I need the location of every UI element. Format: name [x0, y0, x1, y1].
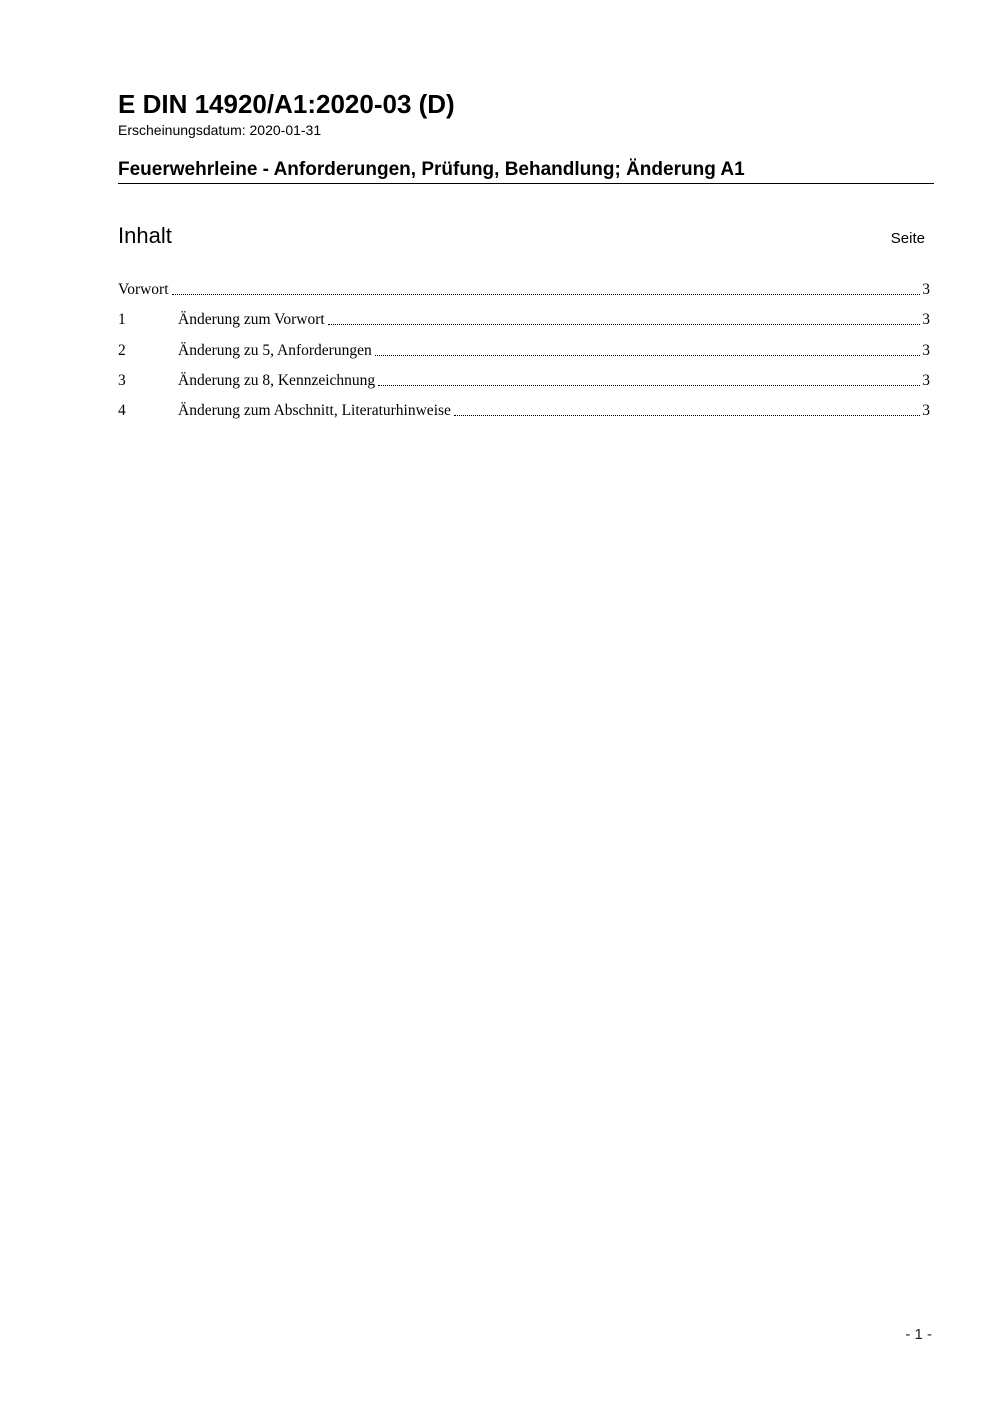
toc-entry-text[interactable]: Änderung zu 5, Anforderungen	[178, 341, 372, 359]
toc-entry-number: 3	[118, 371, 126, 389]
toc-entry-page[interactable]: 3	[922, 281, 930, 298]
toc-entry-4[interactable]	[118, 401, 930, 421]
toc-dot-leader	[328, 324, 921, 325]
toc-entry-page[interactable]: 3	[922, 402, 930, 420]
toc-entry-2[interactable]	[118, 341, 930, 361]
toc-entry-page[interactable]: 3	[922, 311, 930, 329]
document-identifier: E DIN 14920/A1:2020-03 (D)	[118, 89, 455, 119]
toc-dot-leader	[378, 385, 920, 386]
document-title: Feuerwehrleine - Anforderungen, Prüfung, Behandlung; Änderung A1	[118, 159, 745, 180]
publication-date: Erscheinungsdatum: 2020-01-31	[118, 122, 322, 138]
title-divider	[118, 183, 934, 184]
toc-dot-leader	[172, 294, 921, 295]
toc-heading: Inhalt	[118, 223, 172, 248]
toc-entry-text[interactable]: Änderung zum Vorwort	[178, 311, 325, 329]
toc-entry-1[interactable]	[118, 310, 930, 330]
toc-entry-number: 4	[118, 402, 126, 420]
toc-entry-text[interactable]: Änderung zum Abschnitt, Literaturhinweise	[178, 402, 451, 420]
toc-dot-leader	[375, 355, 921, 356]
toc-entry-vorwort[interactable]	[118, 280, 930, 300]
table-of-contents	[118, 280, 930, 431]
toc-page-column-label: Seite	[890, 230, 925, 247]
page-number: - 1 -	[905, 1326, 932, 1343]
toc-entry-page[interactable]: 3	[922, 341, 930, 359]
toc-entry-text[interactable]: Änderung zu 8, Kennzeichnung	[178, 371, 376, 389]
toc-entry-3[interactable]	[118, 371, 930, 391]
toc-entry-number: 2	[118, 341, 126, 359]
toc-entry-page[interactable]: 3	[922, 371, 930, 389]
toc-entry-number: 1	[118, 311, 126, 329]
toc-dot-leader	[454, 415, 920, 416]
toc-entry-text[interactable]: Vorwort	[118, 281, 169, 298]
